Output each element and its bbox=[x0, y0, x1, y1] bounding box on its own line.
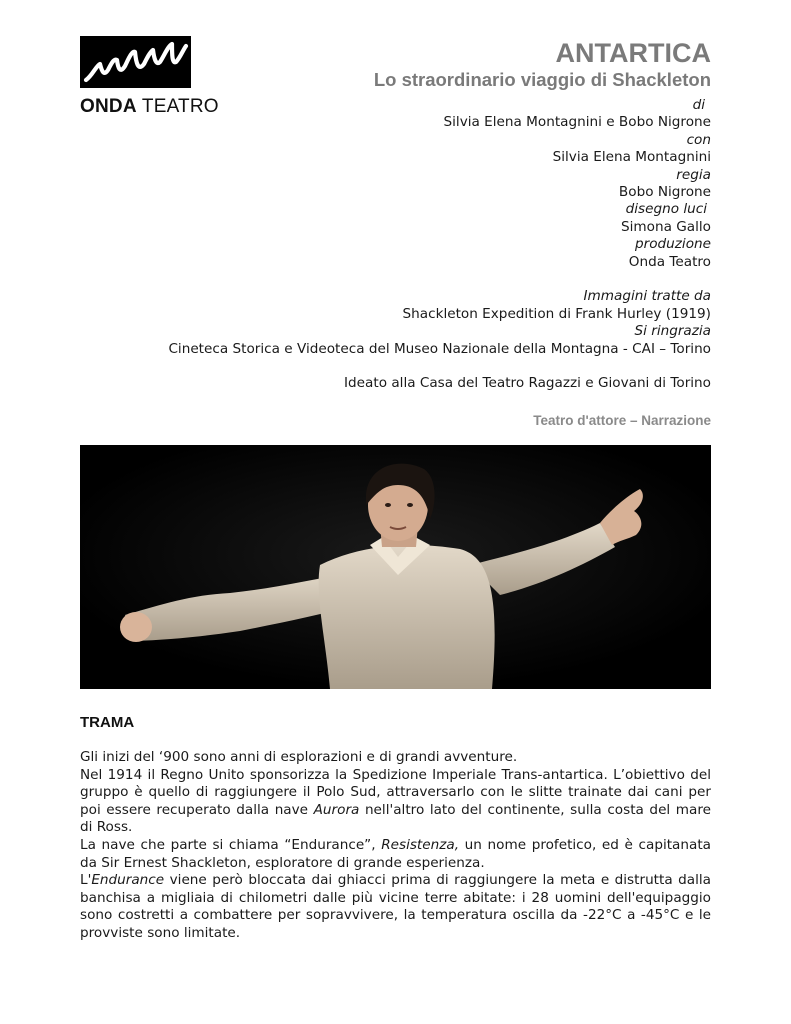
paragraph bbox=[80, 872, 711, 942]
page-title: ANTARTICA bbox=[555, 38, 711, 68]
trama-body bbox=[80, 749, 711, 943]
images-value: Shackleton Expedition di Frank Hurley (1919) bbox=[402, 305, 711, 322]
genre-label: Teatro d'attore – Narrazione bbox=[533, 413, 711, 428]
paragraph-emphasis: Resistenza, bbox=[381, 836, 460, 853]
credit-label: regia bbox=[676, 166, 711, 183]
trama-heading: TRAMA bbox=[80, 714, 135, 731]
paragraph-text: viene però bloccata dai ghiacci prima di raggiungere la meta e distrutta dalla banchisa a migliaia di chilometri dalle più vicine terre abitate: i 28 uomini dell'equipaggio sono costretti a combattere per sopravvivere, la temperatura oscilla da -22°C a -45°C e le provviste sono limitate. bbox=[80, 872, 711, 941]
images-label: Immagini tratte da bbox=[583, 288, 711, 305]
credits-block bbox=[71, 97, 711, 392]
paragraph-text: Nel 1914 il Regno Unito sponsorizza la Spedizione Imperiale Trans-antartica. L’obiettivo del gruppo è quello di raggiungere il Polo Sud, attraversarlo con le slitte trainate dai cani per poi essere recuperato dalla nave bbox=[80, 766, 711, 818]
performer-illustration bbox=[80, 445, 711, 689]
paragraph-text: un nome profetico, ed è capitanata da Sir Ernest Shackleton, esploratore di grande esperienza. bbox=[80, 836, 711, 871]
credit-value: Bobo Nigrone bbox=[618, 184, 711, 201]
credit-label: di bbox=[692, 97, 705, 113]
thanks-label: Si ringrazia bbox=[634, 323, 711, 340]
performance-photo bbox=[80, 445, 711, 689]
paragraph bbox=[80, 767, 711, 837]
paragraph-emphasis: Aurora bbox=[313, 801, 360, 818]
credit-value: Silvia Elena Montagnini e Bobo Nigrone bbox=[443, 114, 711, 131]
credit-value: Silvia Elena Montagnini bbox=[552, 149, 711, 166]
paragraph-emphasis: Endurance bbox=[91, 872, 165, 889]
paragraph-text: nell'altro lato del continente, sulla costa del mare di Ross. bbox=[80, 801, 712, 836]
spacer bbox=[71, 358, 711, 375]
logo-name-light: TEATRO bbox=[141, 96, 219, 117]
page-subtitle: Lo straordinario viaggio di Shackleton bbox=[373, 69, 711, 90]
credit-label: produzione bbox=[635, 236, 711, 253]
credit-value: Onda Teatro bbox=[628, 253, 711, 270]
credit-label: disegno luci bbox=[625, 201, 707, 218]
paragraph-text: L' bbox=[80, 872, 92, 889]
ideato-line: Ideato alla Casa del Teatro Ragazzi e Giovani di Torino bbox=[344, 375, 711, 392]
credit-value: Simona Gallo bbox=[621, 218, 711, 235]
thanks-value: Cineteca Storica e Videoteca del Museo Nazionale della Montagna - CAI – Torino bbox=[168, 340, 711, 357]
spacer bbox=[71, 271, 711, 288]
logo-name-bold: ONDA bbox=[80, 96, 137, 117]
paragraph bbox=[80, 837, 711, 872]
paragraph-text: La nave che parte si chiama “Endurance”, bbox=[80, 836, 382, 853]
paragraph: Gli inizi del ‘900 sono anni di esplorazioni e di grandi avventure. bbox=[80, 749, 518, 765]
logo-mark-icon bbox=[80, 36, 191, 88]
credit-label: con bbox=[686, 131, 711, 148]
